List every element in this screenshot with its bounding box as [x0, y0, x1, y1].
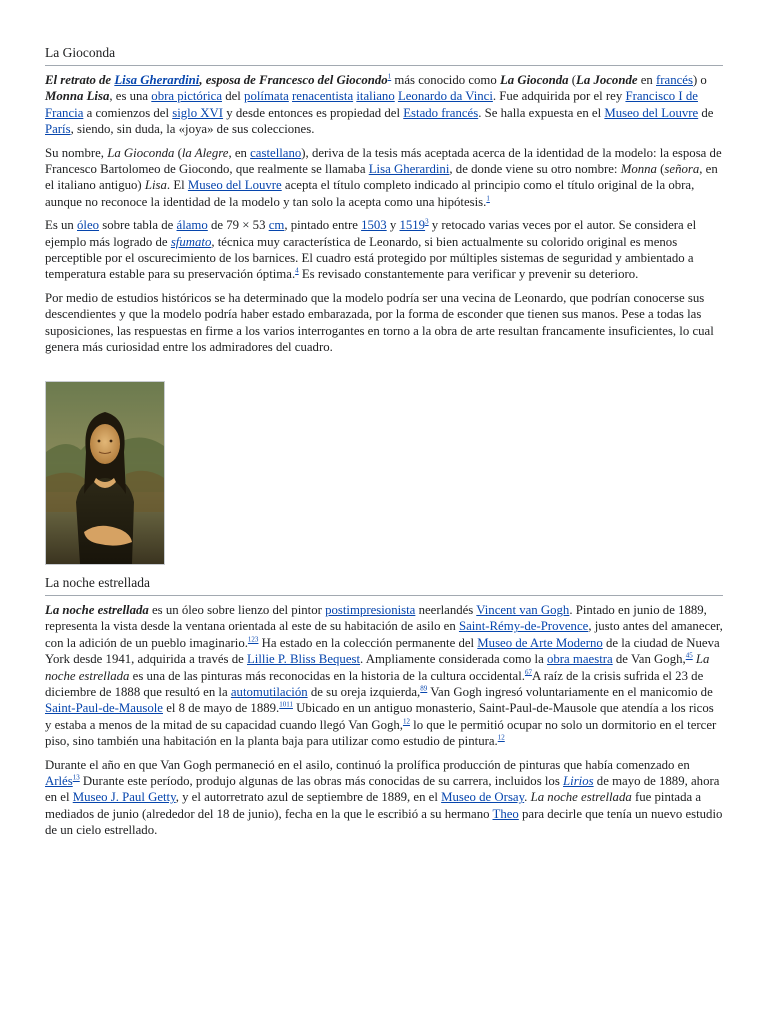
- text-run: es un óleo sobre lienzo del pintor: [148, 603, 326, 617]
- text-run: , de donde viene su otro nombre:: [449, 162, 621, 177]
- link-paris[interactable]: París: [45, 122, 71, 137]
- text-run: La noche estrellada: [45, 652, 710, 683]
- footnote-ref[interactable]: 67: [524, 668, 532, 677]
- text-run: Es un: [45, 218, 77, 233]
- footnote-ref[interactable]: 89: [420, 684, 428, 693]
- text-run: La noche estrellada: [45, 603, 149, 617]
- text-run: neerlandés: [415, 603, 477, 617]
- paragraph-noche-asylum: [45, 757, 723, 839]
- link-arles[interactable]: Arlés: [45, 774, 73, 789]
- text-run: , en: [228, 145, 251, 160]
- text-run: La Gioconda: [499, 73, 569, 87]
- text-run: El retrato de: [45, 73, 115, 87]
- link-francisco-i[interactable]: Francisco I de Francia: [45, 89, 698, 120]
- text-run: y: [386, 218, 400, 233]
- footnote-ref[interactable]: 3: [425, 217, 429, 226]
- link-oleo[interactable]: óleo: [77, 218, 100, 233]
- link-lillie-bliss[interactable]: Lillie P. Bliss Bequest: [246, 652, 361, 667]
- footnote-ref[interactable]: 1: [387, 72, 392, 81]
- paragraph-gioconda-intro: [45, 72, 723, 138]
- text-run: Ha estado en la colección permanente del: [258, 635, 478, 650]
- link-museo-del-louvre[interactable]: Museo del Louvre: [187, 178, 282, 193]
- link-italiano[interactable]: italiano: [356, 89, 395, 104]
- text-run: .: [524, 790, 531, 805]
- footnote-ref[interactable]: 12: [402, 717, 410, 726]
- text-run: de mayo de 1889, ahora en el: [45, 774, 720, 805]
- text-run: , técnica muy característica de Leonardo, si bien actualmente su colorido original es menos perceptible por el oscurecimiento de los barnices. El cuadro está protegido por múltiples sistemas de seguridad y ambientado a temperatura estable para su preservación óptima.: [45, 234, 694, 282]
- paragraph-gioconda-name: [45, 145, 723, 211]
- text-run: Monna Lisa: [45, 89, 110, 104]
- text-run: y retocado varias veces por el autor. Se considera el ejemplo más logrado de: [45, 218, 697, 249]
- link-cm[interactable]: cm: [268, 218, 285, 233]
- footnote-ref[interactable]: 1: [486, 194, 490, 203]
- link-renacentista[interactable]: renacentista: [292, 89, 354, 104]
- link-museo-del-louvre[interactable]: Museo del Louvre: [604, 105, 699, 120]
- text-run: Es revisado constantemente para verificar y prevenir su deterioro.: [298, 267, 639, 282]
- text-run: es una de las pinturas más reconocidas en la historia de la cultura occidental.: [129, 668, 525, 683]
- text-run: lo que le permitió ocupar no solo un dormitorio en el tercer piso, sino también una habitación en la planta baja para utilizar como estudio de pintura.: [45, 717, 717, 749]
- text-run: Su nombre,: [45, 145, 108, 160]
- link-lisa-gherardini[interactable]: Lisa Gherardini: [368, 162, 450, 177]
- link-museo-orsay[interactable]: Museo de Orsay: [441, 790, 525, 805]
- link-museo-getty[interactable]: Museo J. Paul Getty: [72, 790, 176, 805]
- text-run: (: [174, 145, 182, 160]
- text-run: Van Gogh ingresó voluntariamente en el manicomio de: [427, 685, 713, 700]
- link-vincent-van-gogh[interactable]: Vincent van Gogh: [476, 603, 570, 617]
- link-1503[interactable]: 1503: [361, 218, 387, 233]
- text-run: , esposa de Francesco del Giocondo: [199, 73, 388, 87]
- text-run: La Gioconda: [107, 145, 175, 160]
- section-heading-la-gioconda: La Gioconda: [45, 44, 723, 66]
- text-run: de Van Gogh,: [612, 652, 686, 667]
- link-lirios[interactable]: Lirios: [563, 774, 594, 789]
- text-run: , pintado entre: [284, 218, 362, 233]
- text-run: La Joconde: [576, 73, 638, 87]
- link-alamo[interactable]: álamo: [176, 218, 208, 233]
- paragraph-gioconda-technique: [45, 217, 723, 283]
- text-run: más conocido como: [391, 73, 500, 87]
- text-run: de la ciudad de Nueva York desde 1941, adquirida a través de: [45, 635, 720, 667]
- text-run: . Se halla expuesta en el: [478, 105, 605, 120]
- link-estado-frances[interactable]: Estado francés: [403, 105, 479, 120]
- text-run: señora: [664, 162, 700, 177]
- section-la-noche-estrellada: [45, 574, 723, 846]
- text-run: de su oreja izquierda,: [307, 685, 421, 700]
- text-run: . Fue adquirida por el rey: [492, 89, 626, 104]
- mona-lisa-image: [45, 381, 165, 565]
- link-castellano[interactable]: castellano: [250, 145, 302, 160]
- text-run: ), deriva de la tesis más aceptada acerca de la identidad de la modelo: la esposa de Francesco Bartolomeo de Giocondo, que realmente se llamaba: [45, 145, 722, 177]
- link-automutilacion[interactable]: automutilación: [230, 685, 308, 700]
- text-run: para decirle que tenía un nuevo estudio de un cielo estrellado.: [45, 806, 723, 838]
- link-lisa-gherardini[interactable]: Lisa Gherardini: [114, 73, 200, 87]
- text-run: acepta el título completo indicado al principio como el título original de la obra, aunque no reconoce la identidad de la modelo y tan solo la acepta como una hipótesis.: [45, 178, 695, 209]
- text-run: Lisa: [144, 178, 167, 193]
- link-siglo-xvi[interactable]: siglo XVI: [172, 105, 224, 120]
- text-run: el 8 de mayo de 1889.: [163, 701, 280, 716]
- text-run: sobre tabla de: [99, 218, 177, 233]
- text-run: a comienzos del: [83, 105, 173, 120]
- text-run: en: [637, 73, 657, 87]
- link-saint-remy[interactable]: Saint-Rémy-de-Provence: [458, 619, 589, 634]
- text-run: Durante el año en que Van Gogh permaneció en el asilo, continuó la prolífica producción de pinturas que había comenzado en: [45, 757, 690, 772]
- text-run: (: [568, 73, 577, 87]
- link-leonardo-da-vinci[interactable]: Leonardo da Vinci: [397, 89, 493, 104]
- link-1519[interactable]: 1519: [399, 218, 426, 233]
- footnote-ref[interactable]: 1011: [279, 701, 293, 710]
- text-run: del: [222, 89, 245, 104]
- link-museo-arte-moderno[interactable]: Museo de Arte Moderno: [477, 635, 603, 650]
- text-run: (: [656, 162, 665, 177]
- link-obra-maestra[interactable]: obra maestra: [546, 652, 613, 667]
- text-run: fue pintada a mediados de junio (alrededor del 18 de junio), fecha en la que le escribió a su hermano: [45, 790, 702, 821]
- text-run: y desde entonces es propiedad del: [223, 105, 404, 120]
- text-run: . El: [166, 178, 188, 193]
- link-theo[interactable]: Theo: [492, 806, 519, 821]
- section-heading-la-noche-estrellada: La noche estrellada: [45, 574, 723, 596]
- section-la-gioconda: [45, 44, 723, 363]
- paragraph-gioconda-studies: Por medio de estudios históricos se ha determinado que la modelo podría ser una vecina de Leonardo, que podrían conocerse sus descendientes y que la modelo podría haber estado embarazada, por la forma de esconder que tienen sus manos. Pese a todas las suposiciones, las respuestas en firme a los varios interrogantes en torno a la obra de arte resultan francamente insuficientes, lo cual genera más curiosidad entre los admiradores del cuadro.: [45, 290, 714, 355]
- footnote-ref[interactable]: 123: [247, 635, 259, 644]
- text-run: la Alegre: [181, 145, 229, 160]
- text-run: Durante este período, produjo algunas de las obras más conocidas de su carrera, incluidos los: [79, 774, 564, 789]
- footnote-ref[interactable]: 12: [497, 733, 505, 742]
- text-run: ) o: [692, 73, 707, 87]
- link-postimpresionista[interactable]: postimpresionista: [325, 603, 416, 617]
- link-polimata[interactable]: polímata: [244, 89, 289, 104]
- text-run: La noche estrellada: [530, 790, 632, 805]
- mona-lisa-painting-icon: [46, 382, 164, 564]
- footnote-ref[interactable]: 13: [72, 773, 80, 782]
- text-run: , es una: [109, 89, 152, 104]
- footnote-ref[interactable]: 4: [295, 267, 299, 276]
- text-run: de: [698, 105, 714, 120]
- link-frances[interactable]: francés: [656, 73, 693, 87]
- text-run: . Ampliamente considerada como la: [360, 652, 547, 667]
- text-run: , en el italiano antiguo): [45, 162, 718, 193]
- text-run: , siendo, sin duda, la «joya» de sus colecciones.: [70, 122, 315, 137]
- text-run: , y el autorretrato azul de septiembre de 1889, en el: [175, 790, 442, 805]
- text-run: , justo antes del amanecer, con la adición de un pueblo imaginario.: [45, 619, 723, 650]
- text-run: . Pintado en junio de 1889, representa la vista desde la ventana orientada al este de su habitación de asilo en: [45, 603, 707, 634]
- footnote-ref[interactable]: 45: [685, 651, 693, 660]
- text-run: A raíz de la crisis sufrida el 23 de diciembre de 1888 que resultó en la: [45, 668, 704, 700]
- text-run: Monna: [620, 162, 657, 177]
- link-sfumato[interactable]: sfumato: [170, 234, 212, 249]
- text-run: Ubicado en un antiguo monasterio, Saint-Paul-de-Mausole que atendía a los ricos y estaba a menos de la mitad de su capacidad cuando llegó Van Gogh,: [45, 701, 714, 732]
- link-obra-pictorica[interactable]: obra pictórica: [151, 89, 222, 104]
- link-saint-paul-de-mausole[interactable]: Saint-Paul-de-Mausole: [45, 701, 163, 716]
- paragraph-noche-intro: [45, 602, 723, 750]
- text-run: de 79 × 53: [207, 218, 269, 233]
